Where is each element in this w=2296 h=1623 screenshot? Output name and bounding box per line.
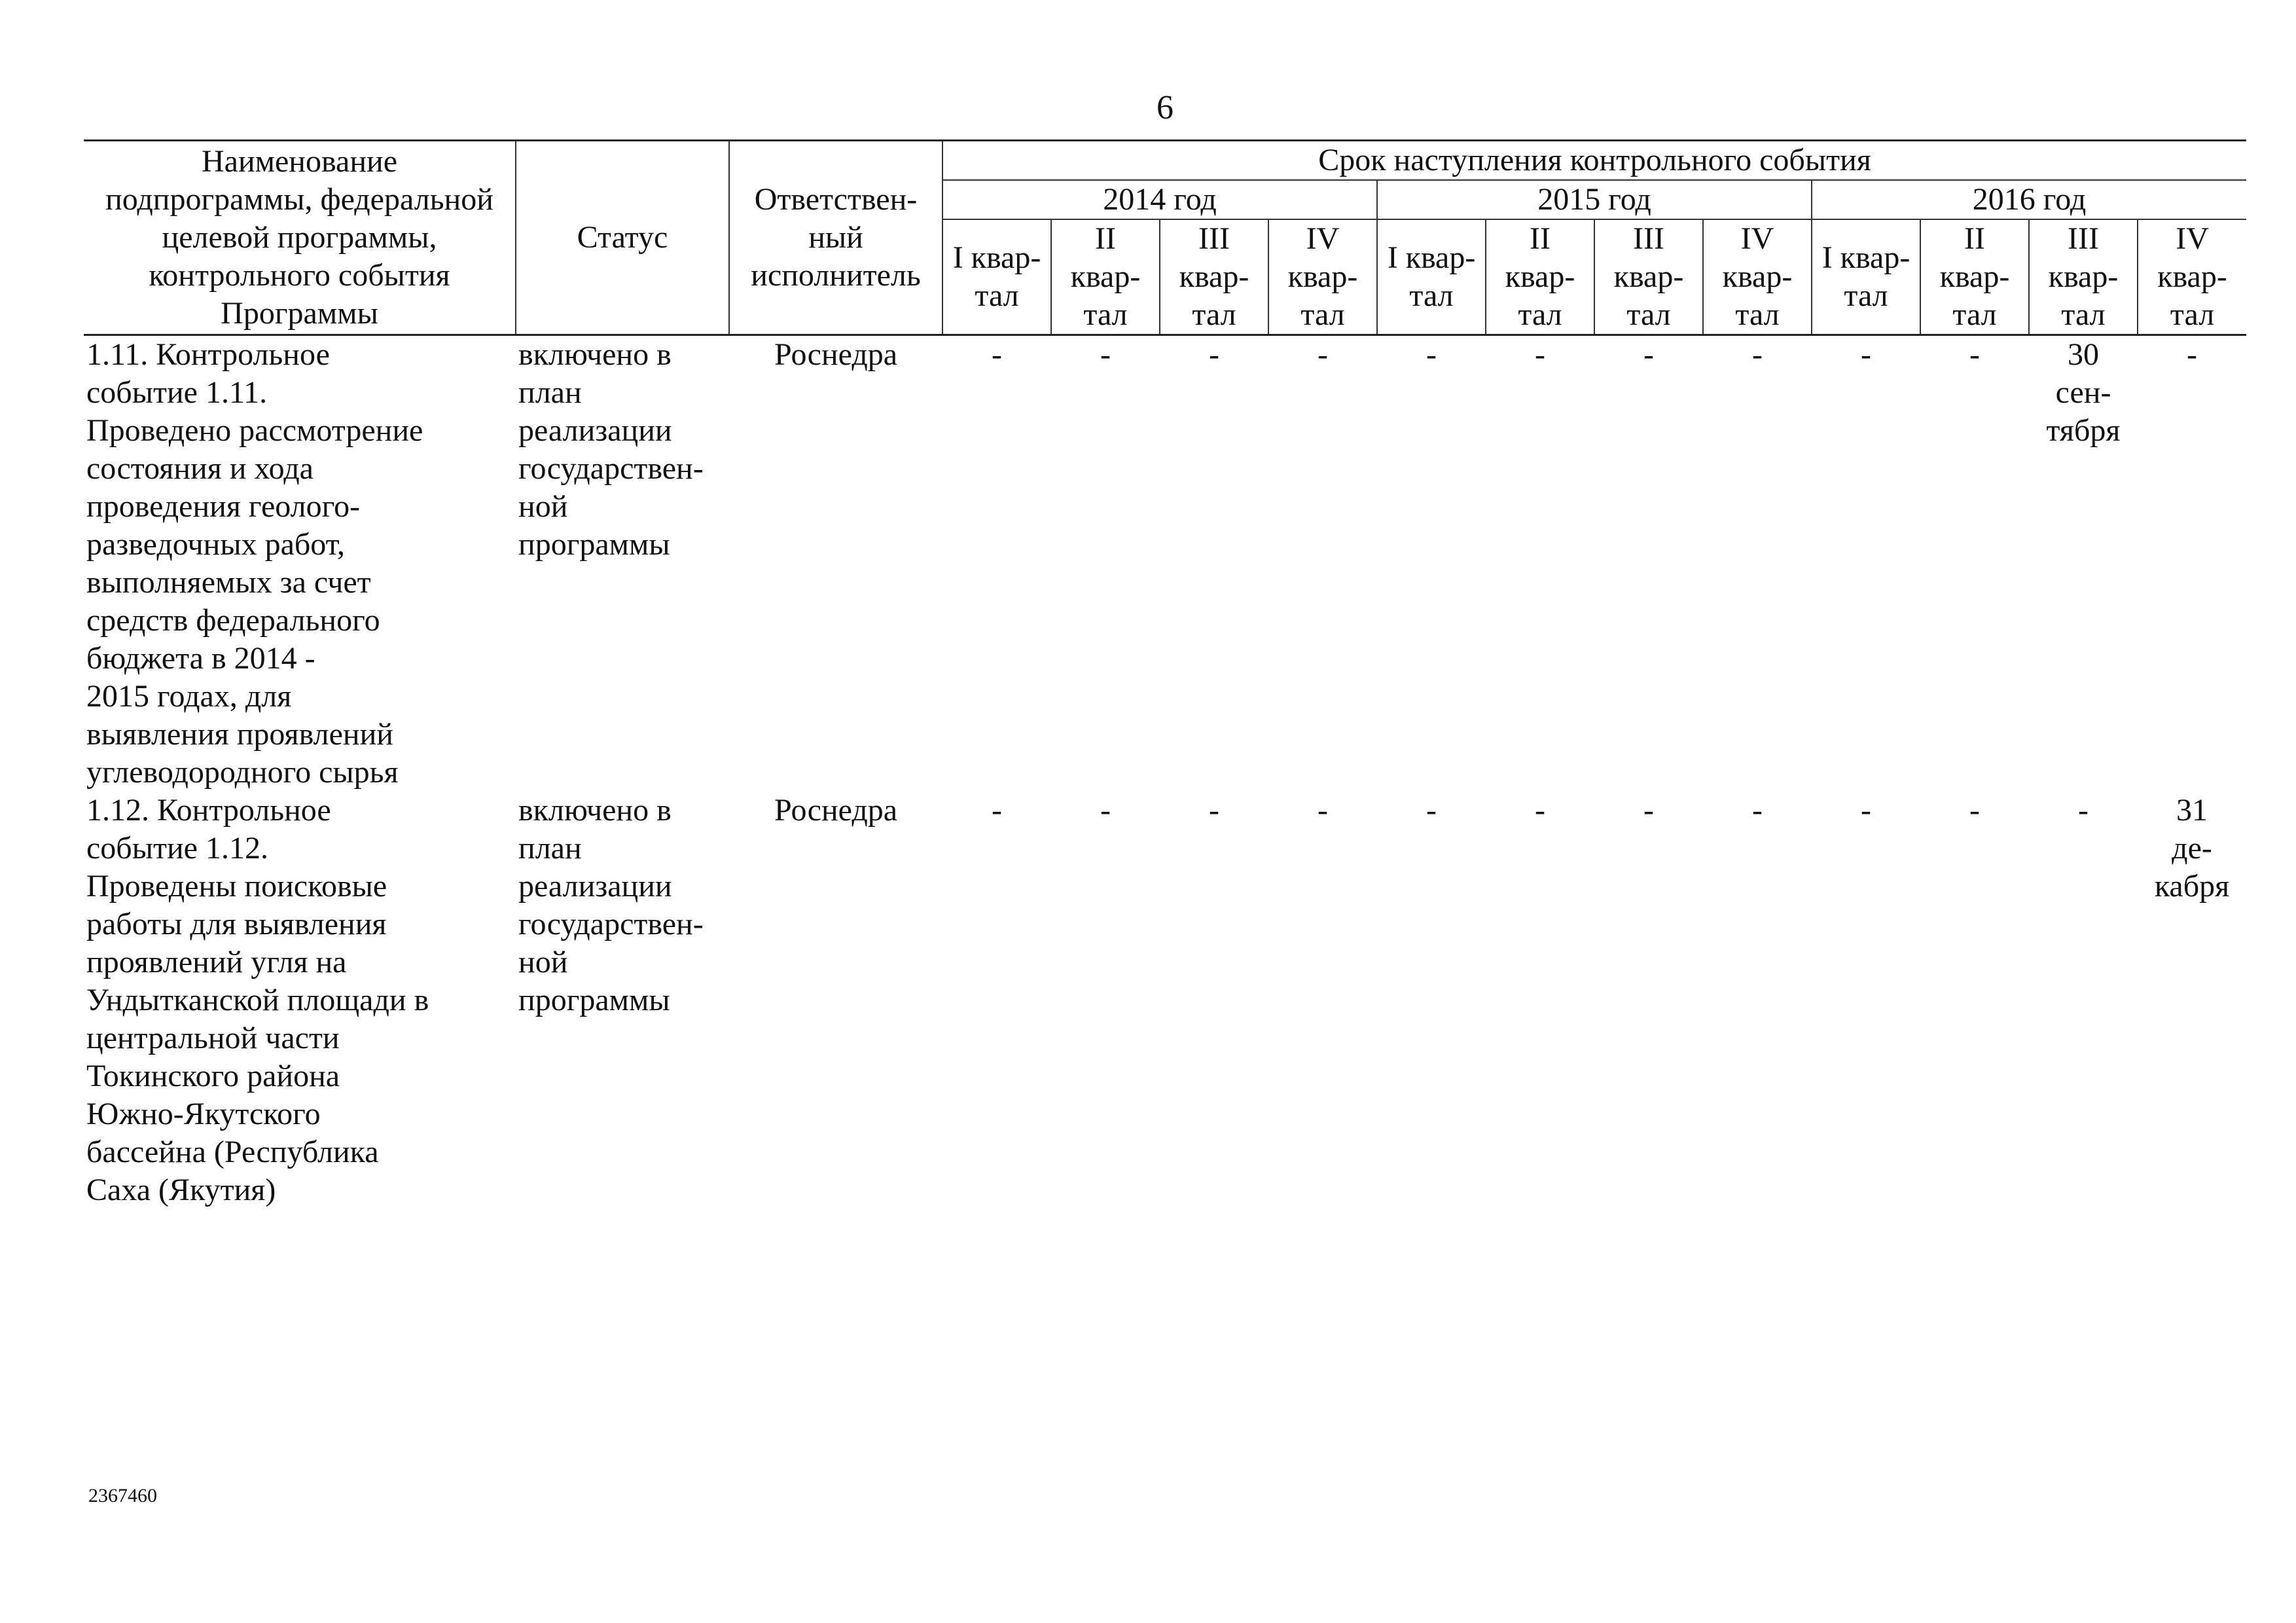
header-year-2015: 2015 год bbox=[1377, 180, 1812, 219]
quarter-cell: - bbox=[1426, 337, 1437, 372]
event-status: включено в план реализации государствен- ной программы bbox=[518, 793, 704, 1017]
event-responsible: Роснедра bbox=[774, 337, 898, 372]
header-quarter: IV квар- тал bbox=[1703, 219, 1812, 335]
header-quarter: II квар- тал bbox=[1051, 219, 1160, 335]
header-year-2016: 2016 год bbox=[1812, 180, 2246, 219]
quarter-cell: - bbox=[1752, 793, 1763, 828]
header-responsible: Ответствен- ный исполнитель bbox=[729, 141, 942, 335]
quarter-cell: - bbox=[1643, 793, 1654, 828]
event-name: 1.11. Контрольное событие 1.11. Проведено рассмотрение состояния и хода проведения геолого- разведочных работ, выполняемых за счет средств федерального бюджета в 2014 - 2015 годах, для выявления проявлений углеводородного сырья bbox=[86, 337, 423, 790]
quarter-cell: - bbox=[2187, 337, 2198, 372]
quarter-cell: - bbox=[1969, 337, 1980, 372]
quarter-cell: - bbox=[1426, 793, 1437, 828]
header-quarter: III квар- тал bbox=[1594, 219, 1703, 335]
quarter-cell: - bbox=[1861, 337, 1871, 372]
quarter-cell: - bbox=[1100, 793, 1111, 828]
page-number: 6 bbox=[1157, 89, 1174, 126]
quarter-cell: - bbox=[1318, 793, 1328, 828]
header-quarter: III квар- тал bbox=[2029, 219, 2138, 335]
header-quarter: I квар- тал bbox=[942, 219, 1051, 335]
quarter-cell: - bbox=[1861, 793, 1871, 828]
header-quarter: I квар- тал bbox=[1812, 219, 1920, 335]
quarter-cell: 30 сен- тября bbox=[2046, 337, 2121, 448]
quarter-cell: - bbox=[1643, 337, 1654, 372]
quarter-cell: 31 де- кабря bbox=[2154, 793, 2230, 903]
quarter-cell: - bbox=[1209, 337, 1219, 372]
quarter-cell: - bbox=[992, 337, 1002, 372]
header-quarter: II квар- тал bbox=[1920, 219, 2029, 335]
header-quarter: III квар- тал bbox=[1160, 219, 1268, 335]
quarter-cell: - bbox=[1752, 337, 1763, 372]
quarter-cell: - bbox=[1969, 793, 1980, 828]
header-deadline-group: Срок наступления контрольного события bbox=[942, 141, 2246, 181]
event-name: 1.12. Контрольное событие 1.12. Проведены поисковые работы для выявления проявлений угля на Ундытканской площади в центральной части Токинского района Южно-Якутского бассейна (Республика Саха (Якутия) bbox=[86, 793, 429, 1207]
quarter-cell: - bbox=[1535, 793, 1545, 828]
event-responsible: Роснедра bbox=[774, 793, 898, 828]
header-quarter: IV квар- тал bbox=[1268, 219, 1377, 335]
quarter-cell: - bbox=[1209, 793, 1219, 828]
control-events-table bbox=[84, 139, 2246, 1209]
table-row bbox=[84, 335, 2246, 792]
quarter-cell: - bbox=[1100, 337, 1111, 372]
quarter-cell: - bbox=[1535, 337, 1545, 372]
table-header bbox=[84, 141, 2246, 335]
header-status: Статус bbox=[516, 141, 729, 335]
header-quarter: IV квар- тал bbox=[2138, 219, 2246, 335]
quarter-cell: - bbox=[1318, 337, 1328, 372]
header-year-2014: 2014 год bbox=[942, 180, 1377, 219]
quarter-cell: - bbox=[2078, 793, 2089, 828]
header-name: Наименование подпрограммы, федеральной целевой программы, контрольного события Программы bbox=[84, 141, 516, 335]
header-quarter: II квар- тал bbox=[1486, 219, 1594, 335]
header-quarter: I квар- тал bbox=[1377, 219, 1486, 335]
quarter-cell: - bbox=[992, 793, 1002, 828]
event-status: включено в план реализации государствен- ной программы bbox=[518, 337, 704, 562]
table-row bbox=[84, 792, 2246, 1209]
document-code: 2367460 bbox=[88, 1485, 157, 1506]
